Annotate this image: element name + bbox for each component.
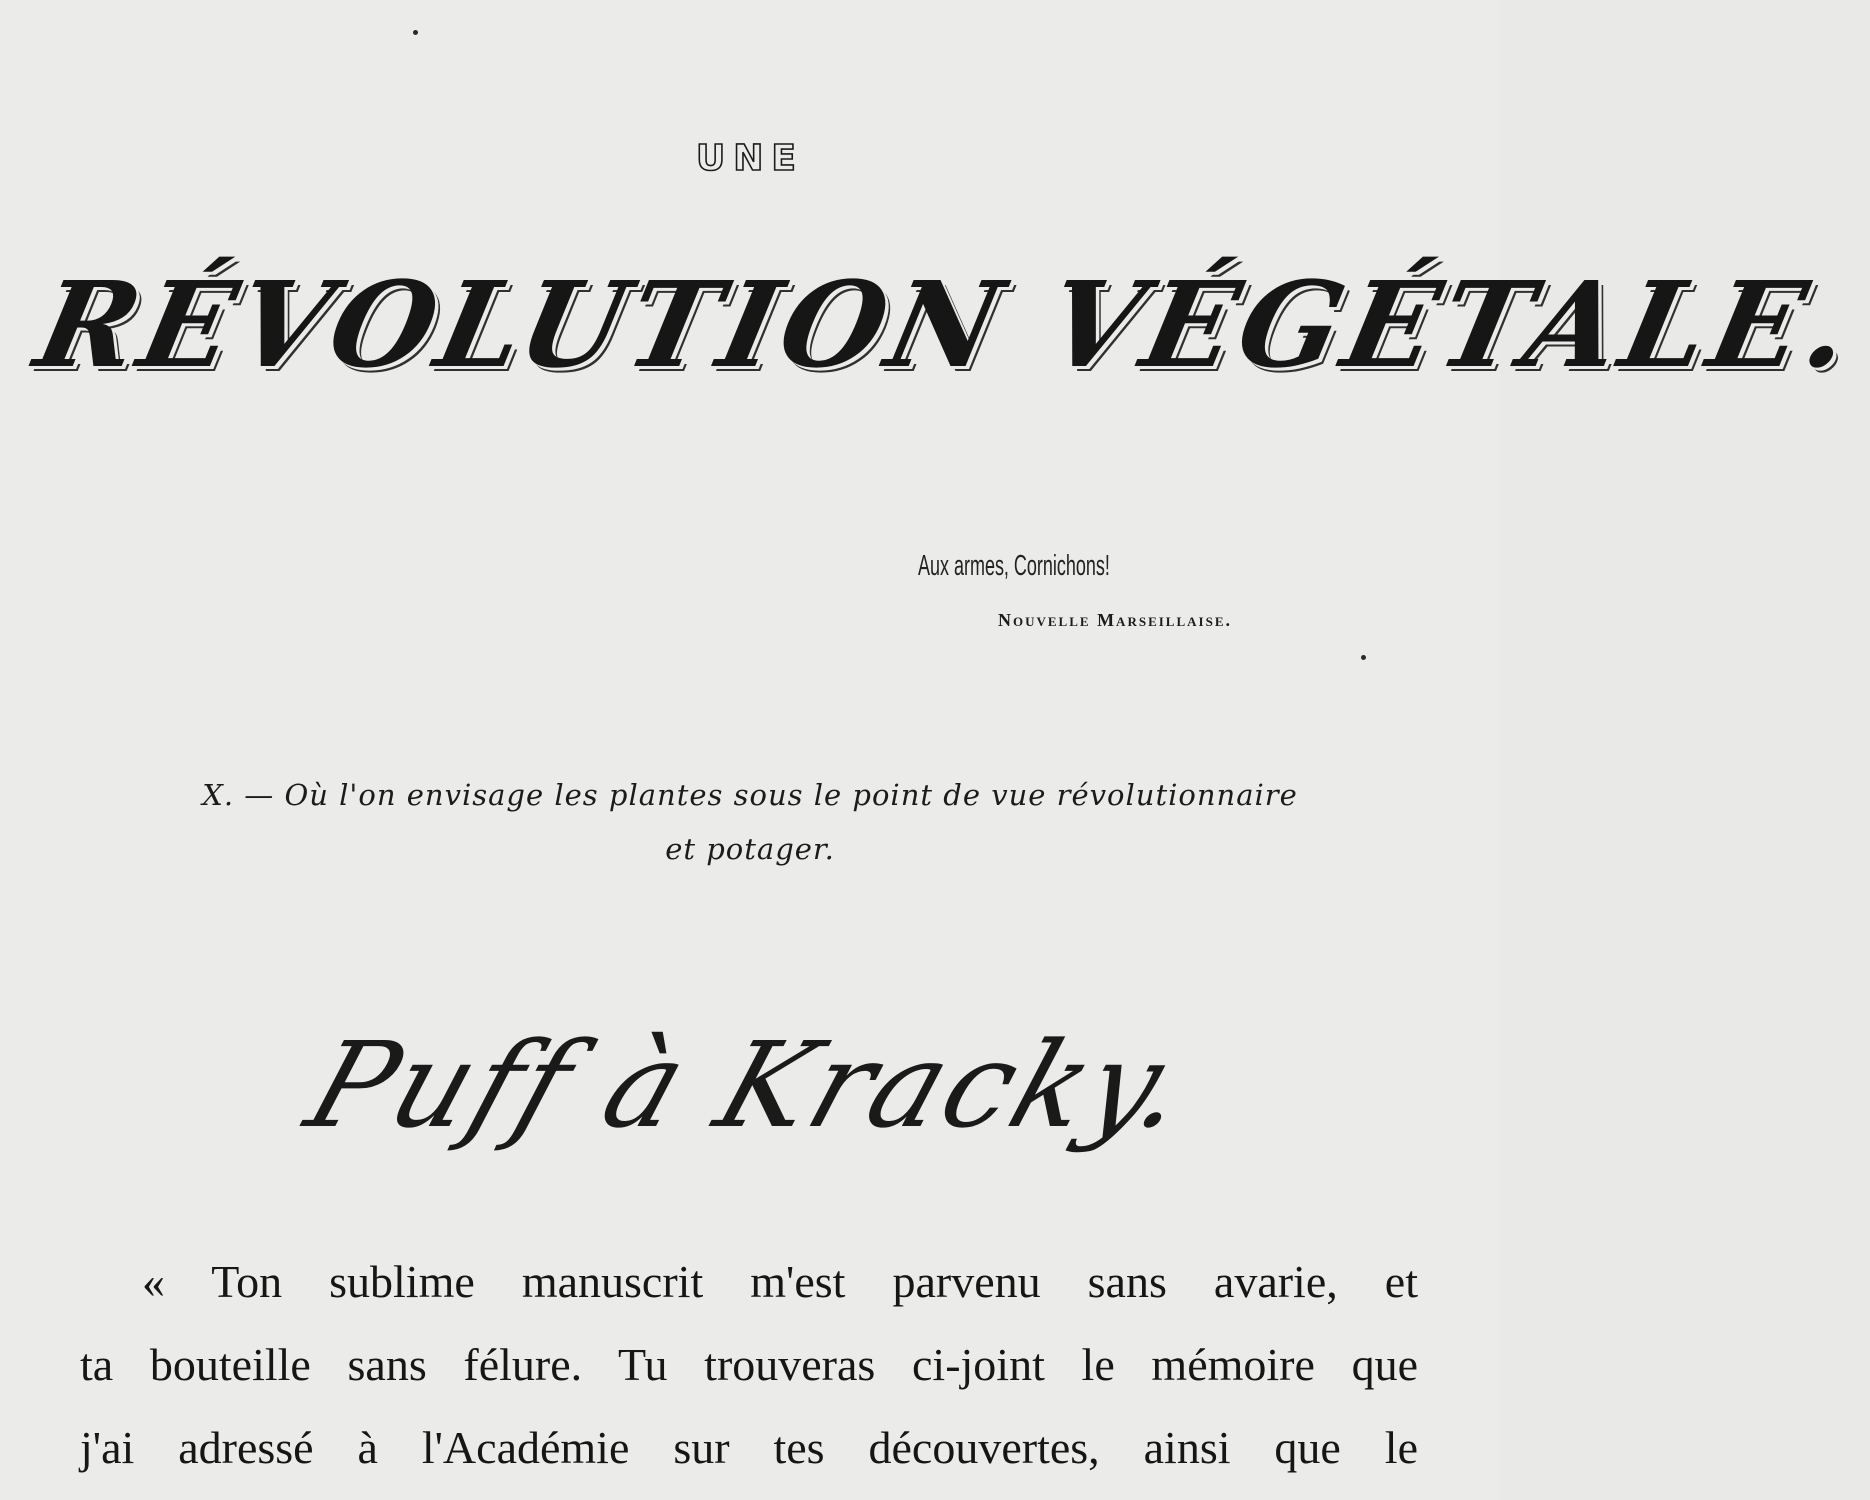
body-line: ta bouteille sans félure. Tu trouveras ci-joint le mémoire que (80, 1339, 1418, 1390)
letter-heading: Puff à Kracky. (292, 1016, 1208, 1154)
epigraph-source: Nouvelle Marseillaise. (998, 610, 1232, 630)
chapter-summary (120, 768, 1380, 876)
title-kicker: UNE (696, 138, 804, 179)
epigraph-quote: Aux armes, Cornichons! (918, 550, 1110, 582)
body-line: « Ton sublime manuscrit m'est parvenu sans avarie, et (142, 1256, 1418, 1307)
ink-speck (1361, 655, 1366, 660)
body-paragraph (80, 1240, 1418, 1489)
page-title: RÉVOLUTION VÉGÉTALE. (25, 255, 1869, 394)
chapter-summary-line: X. — Où l'on envisage les plantes sous le point de vue révolutionnaire (202, 778, 1298, 812)
body-line: j'ai adressé à l'Académie sur tes découvertes, ainsi que le (80, 1422, 1418, 1473)
chapter-summary-line: et potager. (665, 832, 835, 866)
ink-speck (413, 30, 418, 35)
